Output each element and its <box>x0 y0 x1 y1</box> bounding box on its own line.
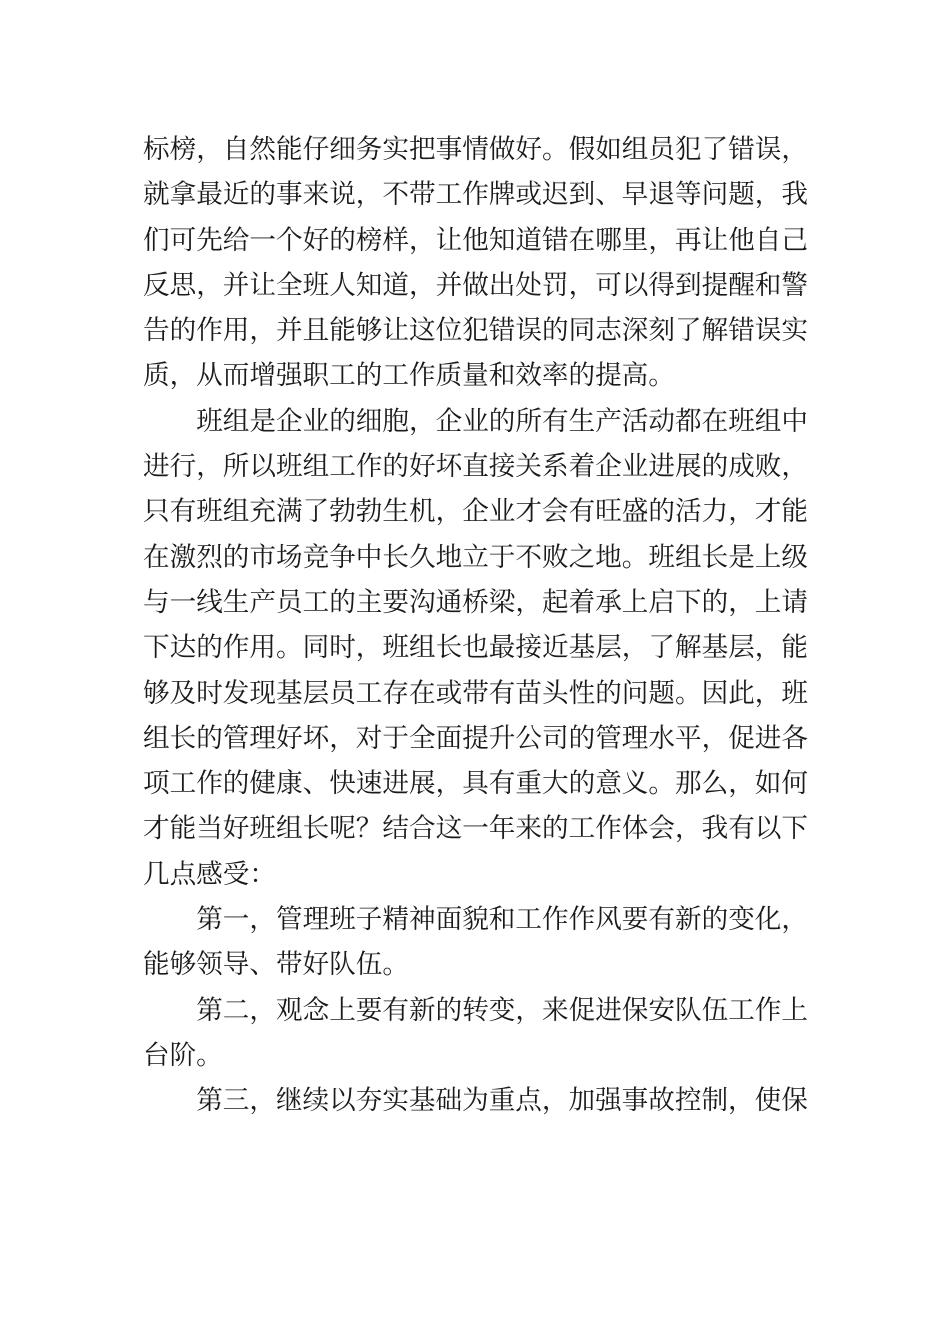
paragraph-continuation: 标榜，自然能仔细务实把事情做好。假如组员犯了错误，就拿最近的事来说，不带工作牌或迟到、早退等问题，我们可先给一个好的榜样，让他知道错在哪里，再让他自己反思，并让全班人知道，并做出处罚，可以得到提醒和警告的作用，并且能够让这位犯错误的同志深刻了解错误实质，从而增强职工的工作质量和效率的提高。 <box>143 134 808 392</box>
paragraph-point-one: 第一，管理班子精神面貌和工作作风要有新的变化，能够领导、带好队伍。 <box>143 904 808 981</box>
paragraph-point-three: 第三，继续以夯实基础为重点，加强事故控制，使保 <box>196 1085 808 1117</box>
paragraph-team-importance: 班组是企业的细胞，企业的所有生产活动都在班组中进行，所以班组工作的好坏直接关系着企业进展的成败，只有班组充满了勃勃生机，企业才会有旺盛的活力，才能在激烈的市场竞争中长久地立于不败之地。班组长是上级与一线生产员工的主要沟通桥梁，起着承上启下的，上请下达的作用。同时，班组长也最接近基层，了解基层，能够及时发现基层员工存在或带有苗头性的问题。因此，班组长的管理好坏，对于全面提升公司的管理水平，促进各项工作的健康、快速进展，具有重大的意义。那么，如何才能当好班组长呢？结合这一年来的工作体会，我有以下几点感受： <box>143 405 808 890</box>
document-body <box>143 127 808 1124</box>
paragraph-point-two: 第二，观念上要有新的转变，来促进保安队伍工作上台阶。 <box>143 994 808 1071</box>
